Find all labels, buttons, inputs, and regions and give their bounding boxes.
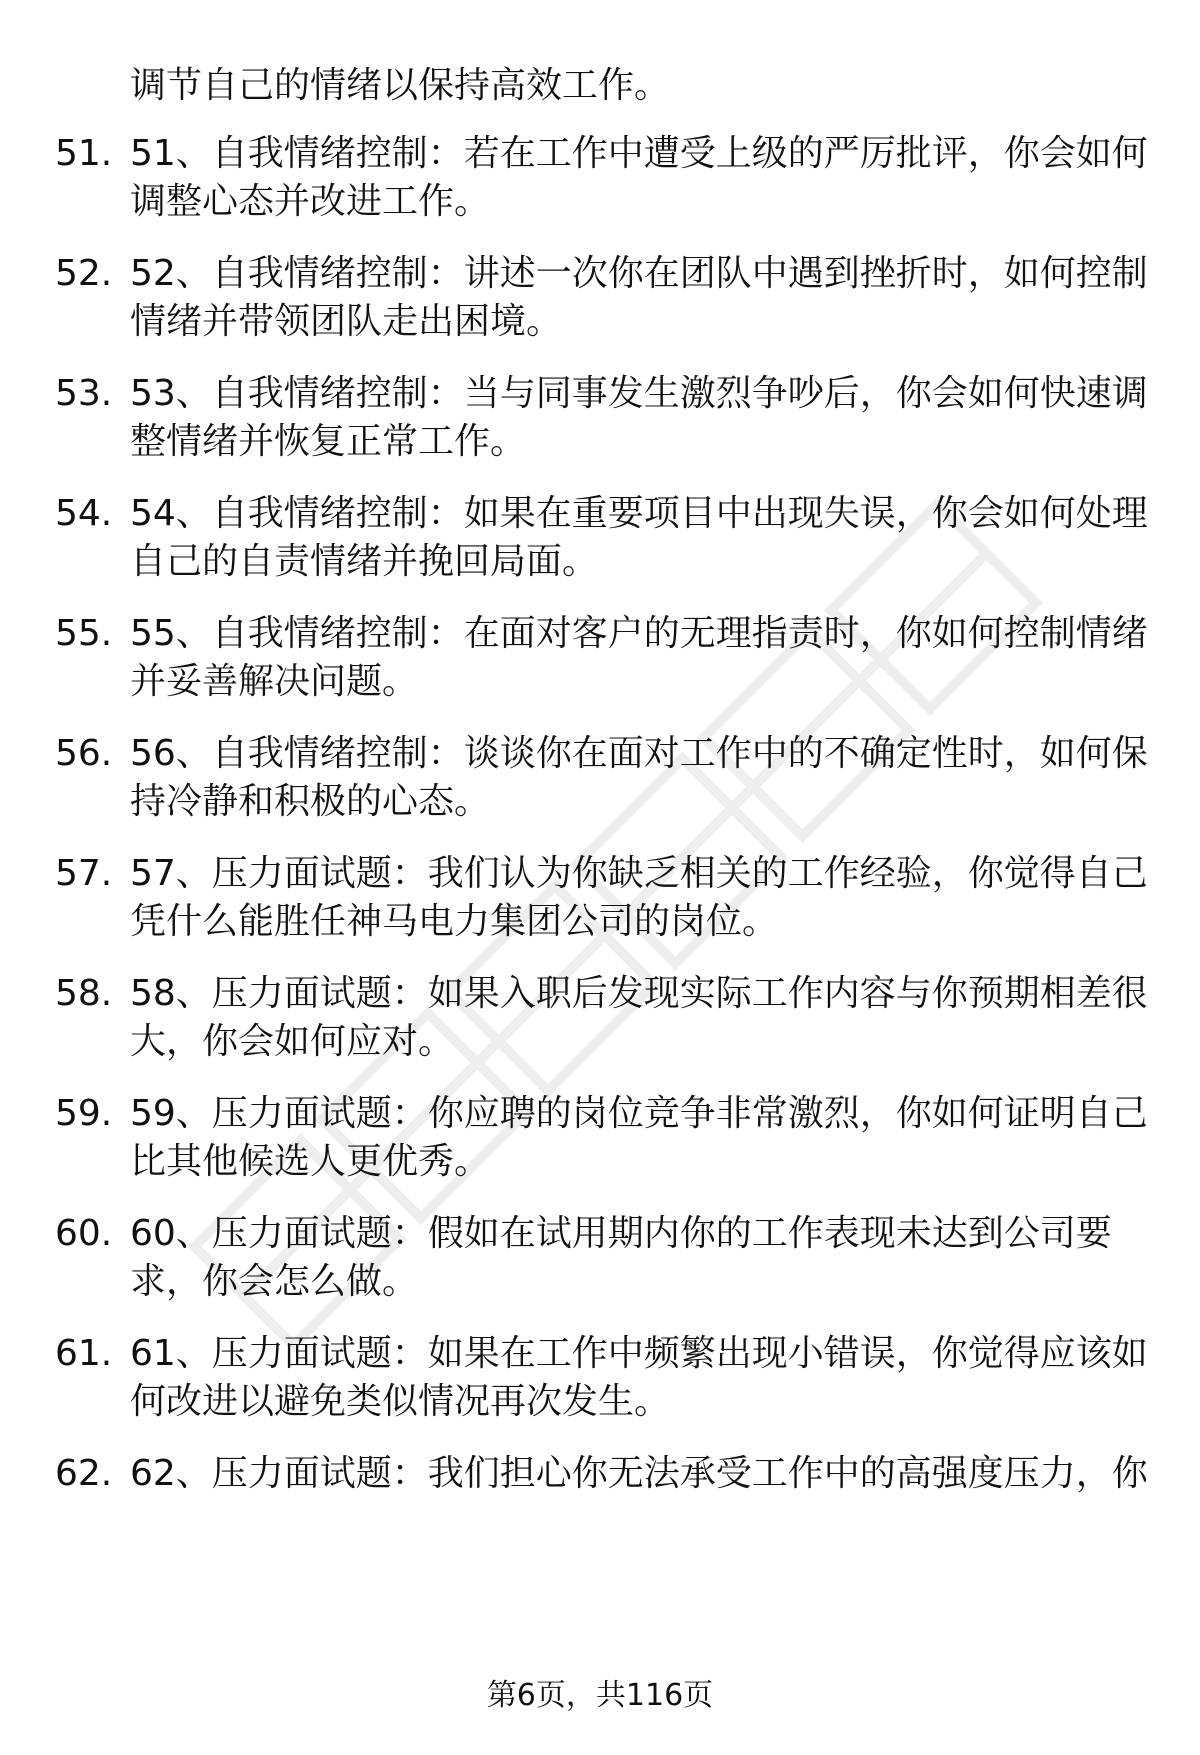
question-text: 54、自我情绪控制：如果在重要项目中出现失误，你会如何处理自己的自责情绪并挽回局面。	[130, 493, 1148, 582]
page-footer: 第6页，共116页	[486, 1678, 714, 1713]
question-number: 55.	[55, 613, 113, 654]
question-number: 59.	[55, 1093, 113, 1134]
question-number: 60.	[55, 1213, 113, 1254]
question-text: 53、自我情绪控制：当与同事发生激烈争吵后，你会如何快速调整情绪并恢复正常工作。	[130, 373, 1148, 462]
question-text: 52、自我情绪控制：讲述一次你在团队中遇到挫折时，如何控制情绪并带领团队走出困境。	[130, 253, 1148, 342]
question-text: 59、压力面试题：你应聘的岗位竞争非常激烈，你如何证明自己比其他候选人更优秀。	[130, 1093, 1148, 1182]
question-number: 62.	[55, 1453, 113, 1494]
question-number: 61.	[55, 1333, 113, 1374]
question-text: 56、自我情绪控制：谈谈你在面对工作中的不确定性时，如何保持冷静和积极的心态。	[130, 733, 1148, 822]
question-number: 56.	[55, 733, 113, 774]
question-text: 55、自我情绪控制：在面对客户的无理指责时，你如何控制情绪并妥善解决问题。	[130, 613, 1148, 702]
question-number: 53.	[55, 373, 113, 414]
question-number: 58.	[55, 973, 113, 1014]
question-text: 61、压力面试题：如果在工作中频繁出现小错误，你觉得应该如何改进以避免类似情况再次发生。	[130, 1333, 1148, 1422]
question-text: 51、自我情绪控制：若在工作中遭受上级的严厉批评，你会如何调整心态并改进工作。	[130, 133, 1148, 222]
question-text: 60、压力面试题：假如在试用期内你的工作表现未达到公司要求，你会怎么做。	[130, 1213, 1112, 1302]
question-text: 62、压力面试题：我们担心你无法承受工作中的高强度压力，你	[130, 1453, 1148, 1494]
question-text: 57、压力面试题：我们认为你缺乏相关的工作经验，你觉得自己凭什么能胜任神马电力集团公司的岗位。	[130, 853, 1148, 942]
question-number: 52.	[55, 253, 113, 294]
question-number: 51.	[55, 133, 113, 174]
question-number: 57.	[55, 853, 113, 894]
question-number: 54.	[55, 493, 113, 534]
question-text: 58、压力面试题：如果入职后发现实际工作内容与你预期相差很大，你会如何应对。	[130, 973, 1148, 1062]
continuation-text: 调节自己的情绪以保持高效工作。	[130, 65, 671, 106]
